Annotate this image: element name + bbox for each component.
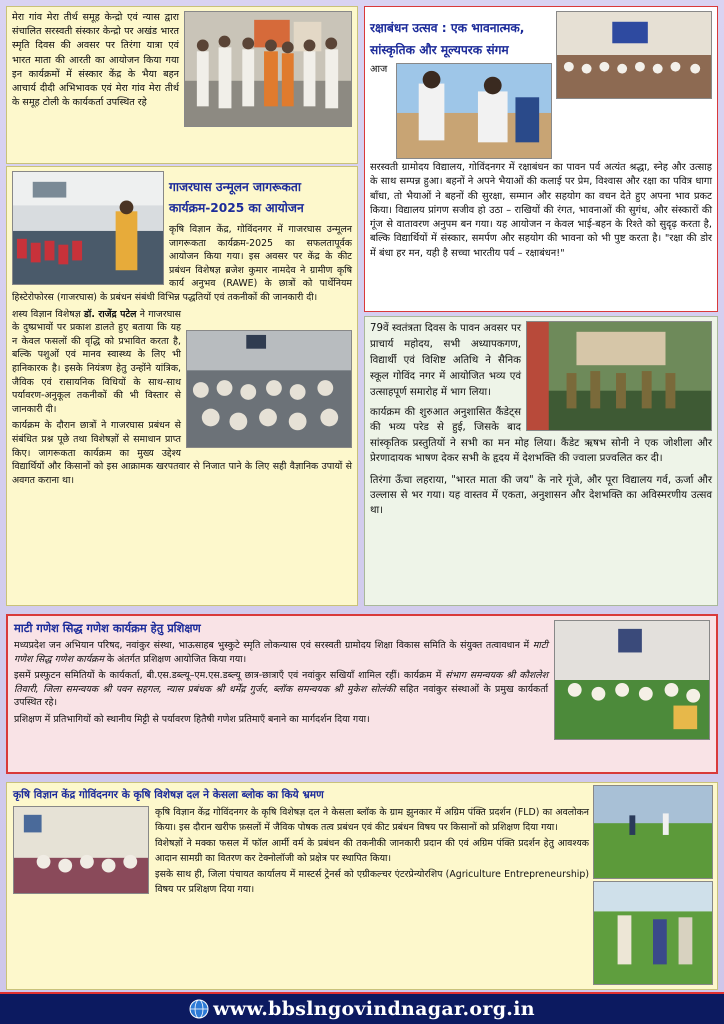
- section2-para1: कृषि विज्ञान केंद्र, गोविंदनगर में गाजरघास उन्मूलन जागरूकता कार्यक्रम-2025 का सफलतापूर्वक आयोजन किया गया। इस अवसर पर केंद्र के कीट प्रबंधन विशेषज्ञ ब्रजेश कुमार नामदेव ने ग्रामीण कृषि कार्य अनुभव (RAWE) के छात्रों को पार्थेनियम हिस्टेरोफोरस (गाजरघास) के प्रबंधन संबंधी विभिन्न पद्धतियों एवं तकनीकों की जानकारी दी।: [12, 224, 352, 303]
- photo-gajarghas-audience: [186, 330, 352, 448]
- section-kesla-visit: [6, 782, 718, 990]
- section2-para2-a: शस्य विज्ञान विशेषज्ञ: [12, 308, 84, 320]
- photo-independence-parade: [526, 321, 712, 431]
- photo-tiranga-group: [184, 11, 352, 127]
- photo-kesla-field-1: [593, 785, 713, 879]
- section5-para2-a: इसमें प्रस्फुटन समितियों के कार्यकर्ता, बी.एस.डब्ल्यू–एम.एस.डब्ल्यू छात्र-छात्राएँ एवं नवांकुर सखियाँ शामिल रहीं। कार्यक्रम में: [14, 670, 446, 682]
- section3-body: आज सरस्वती ग्रामोदय विद्यालय, गोविंदनगर में रक्षाबंधन का पावन पर्व अत्यंत श्रद्धा, स्नेह और उत्साह के साथ सम्पन्न हुआ। बहनों ने अपने भैयाओं की कलाई पर प्रेम, विश्वास और रक्षा का पवित्र धागा बाँधा, तो भैयाओं ने बहनों की सुरक्षा, सम्मान और सहयोग का वचन देते हुए अपना भाव प्रकट किया। विद्यालय प्रांगण सजीव हो उठा – राखियों की रंगत, भावनाओं की सुगंध, और संस्कारों की गूंज से वातावरण अनुपम बन गया। यह आयोजन न केवल भाई-बहन के रिश्ते को सुदृढ़ करता है, बल्कि विद्यार्थियों में संस्कार, समर्पण और सहयोग की भावना को भी पुष्ट करता है। "रक्षा की डोर में बंधा हर मन, यही है सच्चा भारतीय पर्व – रक्षाबंधन!": [370, 64, 712, 259]
- section2-expert-name: डॉ. राजेंद्र पटेल: [83, 308, 137, 320]
- section5-program-name: माटी गणेश सिद्ध गणेश कार्यक्रम: [14, 640, 548, 665]
- section6-para2: विशेषज्ञों ने मक्का फसल में फॉल आर्मी वर्म के प्रबंधन की तकनीकी जानकारी प्रदान की एवं अग्रिम पंक्ति प्रदर्शन हेतु आवश्यक आदान सामग्री का वितरण कर टेक्नोलॉजी को प्रक्षेत्र पर स्थापित किया।: [155, 838, 589, 864]
- section2-para3: कार्यक्रम के दौरान छात्रों ने गाजरघास प्रबंधन से संबंधित प्रश्न पूछे तथा विशेषज्ञों से समाधान प्राप्त किए। जागरूकता कार्यक्रम का मुख्य उद्देश्य विद्यार्थियों और किसानों को इस आक्रामक खरपतवार से निजात पाने के लिए सही वैज्ञानिक उपायों से अवगत कराना था।: [12, 420, 352, 486]
- section5-para2-c: सहित नवांकुर संस्थाओं के प्रमुख कार्यकर्ता उपस्थित रहे।: [14, 683, 548, 709]
- section-tiranga-yatra: [6, 6, 358, 164]
- section5-para1-a: मध्यप्रदेश जन अभियान परिषद, नवांकुर संस्था, भाऊसाहब भुस्कुटे स्मृति लोकन्यास एवं सरस्वती ग्रामोदय शिक्षा विकास समिति के संयुक्त तत्वावधान में: [14, 640, 533, 651]
- photo-rakshabandhan-tying-rakhi: [396, 63, 552, 159]
- section-gajarghas: [6, 166, 358, 606]
- photo-kesla-field-2: [593, 881, 713, 985]
- photo-kesla-farmer-training: [13, 806, 149, 894]
- section2-para2-c: ने गाजरघास के दुष्प्रभावों पर प्रकाश डालते हुए बताया कि यह न केवल फसलों की वृद्धि को प्रभावित करता है, बल्कि पशुओं एवं मानव स्वास्थ्य के लिए भी हानिकारक है। इसके नियंत्रण हेतु उन्होंने यांत्रिक, जैविक एवं रासायनिक विधियों के साथ-साथ पर्यावरण-अनुकूल तकनीकों की भी विस्तार से जानकारी दी।: [12, 308, 181, 415]
- section5-officials: संभाग समन्वयक श्री कौशलेश तिवारी, जिला समन्वयक श्री पवन सहगल, न्यास प्रबंधक श्री धर्मेंद्र गुर्जर, ब्लॉक समन्वयक श्री मुकेश सोलंकी: [14, 670, 548, 695]
- section6-title: कृषि विज्ञान केंद्र गोविंदनगर के कृषि विशेषज्ञ दल ने केसला ब्लोक का किये भ्रमण: [13, 789, 324, 801]
- photo-rakshabandhan-hall: [556, 11, 712, 99]
- section5-title: माटी गणेश सिद्ध गणेश कार्यक्रम हेतु प्रशिक्षण: [14, 621, 201, 635]
- section4-para1: 79वें स्वतंत्रता दिवस के पावन अवसर पर प्राचार्य महोदय, सभी अध्यापकगण, विद्यार्थी एवं विशिष्ट अतिथि ने सैनिक स्कूल गोविंद नगर में आयोजित भव्य एवं उत्साहपूर्ण समारोह में भाग लिया।: [370, 323, 521, 398]
- section-independence-day: [364, 316, 718, 606]
- section5-para1-c: के अंतर्गत प्रशिक्षण आयोजित किया गया।: [103, 653, 247, 665]
- footer-website-link[interactable]: www.bbslngovindnagar.org.in: [213, 998, 535, 1020]
- section2-para2: [12, 308, 352, 417]
- section1-text: मेरा गांव मेरा तीर्थ समूह केन्द्रो एवं न्यास द्वारा संचालित सरस्वती संस्कार केन्द्रो पर अखंड भारत स्मृति दिवस की अवसर पर तिरंगा यात्रा एवं भारत माता की आरती का आयोजन किया गया इन कार्यक्रमों में संस्कार केंद्र के भैया बहन आचार्य दीदी अभिभावक एवं मेरा गांव मेरा तीर्थ के समूह टोली के कार्यकर्ता उपस्थित रहे: [12, 12, 179, 109]
- photo-gajarghas-hall: [12, 171, 164, 285]
- section-mati-ganesh: [6, 614, 718, 774]
- section6-para3: इसके साथ ही, जिला पंचायत कार्यालय में मास्टर्स ट्रेनर्स को एग्रीकल्चर एंटरप्रेन्योरशिप (Agriculture Entrepreneurship) विषय पर प्रशिक्षण दिया गया।: [155, 869, 589, 895]
- globe-icon: [189, 999, 209, 1019]
- section4-para2: कार्यक्रम की शुरुआत अनुशासित कैंडेट्स की भव्य परेड से हुई, जिसके बाद सांस्कृतिक प्रस्तुतियों ने सभी का मन मोह लिया। कैंडेट ऋषभ सोनी ने एक जोशीला और प्रेरणादायक भाषण देकर सभी के हृदय में देशभक्ति की ज्वाला प्रज्वलित कर दी।: [370, 407, 712, 465]
- section6-para1: कृषि विज्ञान केंद्र गोविंदनगर के कृषि विशेषज्ञ दल ने केसला ब्लॉक के ग्राम झुनकार में अग्रिम पंक्ति प्रदर्शन (FLD) का अवलोकन किया। इस दौरान खरीफ फ़सलों में जैविक पोषक तत्व प्रबंधन एवं कीट प्रबंधन विषय पर किसानों को प्रशिक्षण दिया गया।: [155, 807, 589, 833]
- section5-para3: प्रशिक्षण में प्रतिभागियों को स्थानीय मिट्टी से पर्यावरण हितैषी गणेश प्रतिमाएँ बनाने का मार्गदर्शन दिया गया।: [14, 713, 370, 725]
- section-rakshabandhan: [364, 6, 718, 312]
- section4-para3: तिरंगा ऊँचा लहराया, "भारत माता की जय" के नारे गूंजे, और पूरा विद्यालय गर्व, ऊर्जा और उल्लास से भर गया। यह वास्तव में एकता, अनुशासन और देशभक्ति का अविस्मरणीय उत्सव था।: [370, 474, 712, 517]
- section3-title: रक्षाबंधन उत्सव : एक भावनात्मक, सांस्कृतिक और मूल्यपरक संगम: [370, 21, 525, 57]
- section6-body: [13, 806, 589, 898]
- photo-mati-ganesh-training: [554, 620, 710, 740]
- footer-bar: [0, 992, 724, 1024]
- section2-title: गाजरघास उन्मूलन जागरूकता कार्यक्रम-2025 का आयोजन: [169, 180, 304, 215]
